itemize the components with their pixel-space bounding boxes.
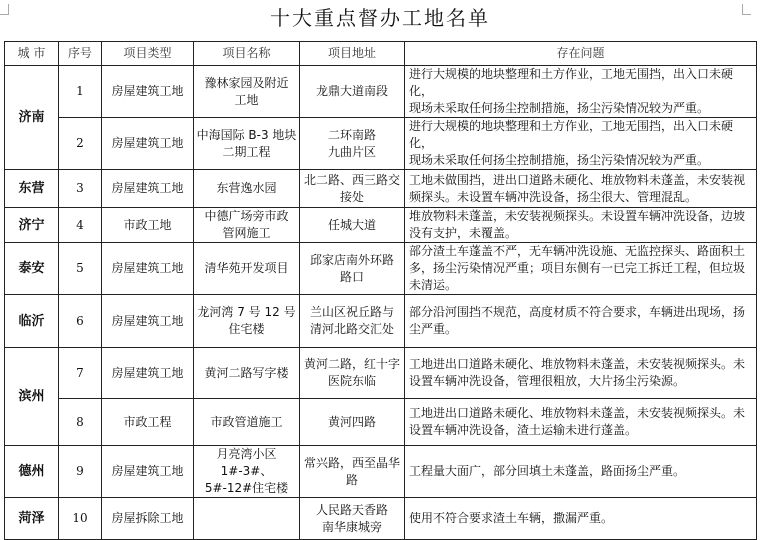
project-address-cell: 邱家店南外环路 路口 — [300, 243, 405, 295]
project-address-cell: 兰山区祝丘路与 清河北路交汇处 — [300, 295, 405, 348]
issue-cell: 工地进出口道路未硬化、堆放物料未蓬盖，未安装视频探头。未 设置车辆冲洗设备，管理很粗放，大片扬尘污染源。 — [405, 348, 757, 399]
project-address-cell: 黄河二路，红十字 医院东临 — [300, 348, 405, 399]
header-address: 项目地址 — [300, 42, 405, 66]
project-type-cell: 房屋建筑工地 — [102, 243, 194, 295]
issue-cell: 工地未做围挡，进出口道路未硬化、堆放物料未蓬盖，未安装视 频探头。未设置车辆冲洗设备，扬尘很大、管理混乱。 — [405, 170, 757, 208]
project-name-cell: 豫林家园及附近 工地 — [194, 66, 300, 118]
city-cell: 济南 — [5, 66, 59, 170]
site-list-table — [4, 41, 757, 540]
city-cell: 泰安 — [5, 243, 59, 295]
issue-cell: 使用不符合要求渣土车辆，撒漏严重。 — [405, 498, 757, 540]
header-type: 项目类型 — [102, 42, 194, 66]
table-row — [5, 243, 757, 295]
table-row — [5, 118, 757, 170]
index-cell: 1 — [59, 66, 102, 118]
project-name-cell: 中德广场旁市政 管网施工 — [194, 208, 300, 243]
table-row — [5, 170, 757, 208]
city-cell: 菏泽 — [5, 498, 59, 540]
issue-cell: 工程量大面广，部分回填土未蓬盖，路面扬尘严重。 — [405, 446, 757, 498]
project-name-cell: 黄河二路写字楼 — [194, 348, 300, 399]
page-title: 十大重点督办工地名单 — [270, 6, 490, 30]
issue-cell: 堆放物料未蓬盖，未安装视频探头。未设置车辆冲洗设备，边坡 没有支护，未覆盖。 — [405, 208, 757, 243]
table-header-row — [5, 42, 757, 66]
index-cell: 5 — [59, 243, 102, 295]
project-address-cell: 北二路、西三路交 接处 — [300, 170, 405, 208]
project-type-cell: 房屋建筑工地 — [102, 170, 194, 208]
table-row — [5, 498, 757, 540]
header-no: 序号 — [59, 42, 102, 66]
city-cell: 临沂 — [5, 295, 59, 348]
project-name-cell: 龙河湾 7 号 12 号 住宅楼 — [194, 295, 300, 348]
project-type-cell: 房屋建筑工地 — [102, 446, 194, 498]
project-address-cell: 龙鼎大道南段 — [300, 66, 405, 118]
table-row — [5, 446, 757, 498]
header-city: 城 市 — [5, 42, 59, 66]
project-type-cell: 房屋建筑工地 — [102, 348, 194, 399]
table-row — [5, 399, 757, 446]
table-row — [5, 208, 757, 243]
index-cell: 3 — [59, 170, 102, 208]
table-row — [5, 295, 757, 348]
header-issue: 存在问题 — [405, 42, 757, 66]
project-name-cell: 月亮湾小区 1#-3#、 5#-12#住宅楼 — [194, 446, 300, 498]
city-cell: 东营 — [5, 170, 59, 208]
index-cell: 6 — [59, 295, 102, 348]
project-name-cell: 中海国际 B-3 地块 二期工程 — [194, 118, 300, 170]
project-address-cell: 常兴路，西至晶华 路 — [300, 446, 405, 498]
issue-cell: 部分沿河围挡不规范，高度材质不符合要求，车辆进出现场，扬 尘严重。 — [405, 295, 757, 348]
index-cell: 10 — [59, 498, 102, 540]
city-cell: 济宁 — [5, 208, 59, 243]
table-row — [5, 66, 757, 118]
project-type-cell: 房屋建筑工地 — [102, 295, 194, 348]
issue-cell: 进行大规模的地块整理和土方作业，工地无围挡，出入口未硬化， 现场未采取任何扬尘控制措施，扬尘污染情况较为严重。 — [405, 118, 757, 170]
issue-cell: 部分渣土车蓬盖不严，无车辆冲洗设施、无监控探头、路面积土 多，扬尘污染情况严重；项目东侧有一已完工拆迁工程，但垃圾 未清运。 — [405, 243, 757, 295]
index-cell: 4 — [59, 208, 102, 243]
city-cell: 德州 — [5, 446, 59, 498]
index-cell: 2 — [59, 118, 102, 170]
issue-cell: 工地进出口道路未硬化、堆放物料未蓬盖，未安装视频探头。未 设置车辆冲洗设备，渣土运输未进行蓬盖。 — [405, 399, 757, 446]
project-address-cell: 人民路天香路 南华康城旁 — [300, 498, 405, 540]
project-type-cell: 房屋建筑工地 — [102, 66, 194, 118]
project-name-cell: 清华苑开发项目 — [194, 243, 300, 295]
header-name: 项目名称 — [194, 42, 300, 66]
table-row — [5, 348, 757, 399]
project-address-cell: 二环南路 九曲片区 — [300, 118, 405, 170]
project-name-cell: 市政管道施工 — [194, 399, 300, 446]
project-type-cell: 市政工程 — [102, 399, 194, 446]
project-type-cell: 市政工地 — [102, 208, 194, 243]
index-cell: 7 — [59, 348, 102, 399]
index-cell: 9 — [59, 446, 102, 498]
city-cell: 滨州 — [5, 348, 59, 446]
project-type-cell: 房屋建筑工地 — [102, 118, 194, 170]
project-type-cell: 房屋拆除工地 — [102, 498, 194, 540]
issue-cell: 进行大规模的地块整理和土方作业，工地无围挡，出入口未硬化， 现场未采取任何扬尘控制措施，扬尘污染情况较为严重。 — [405, 66, 757, 118]
project-address-cell: 任城大道 — [300, 208, 405, 243]
project-name-cell — [194, 498, 300, 540]
index-cell: 8 — [59, 399, 102, 446]
project-address-cell: 黄河四路 — [300, 399, 405, 446]
project-name-cell: 东营逸水园 — [194, 170, 300, 208]
